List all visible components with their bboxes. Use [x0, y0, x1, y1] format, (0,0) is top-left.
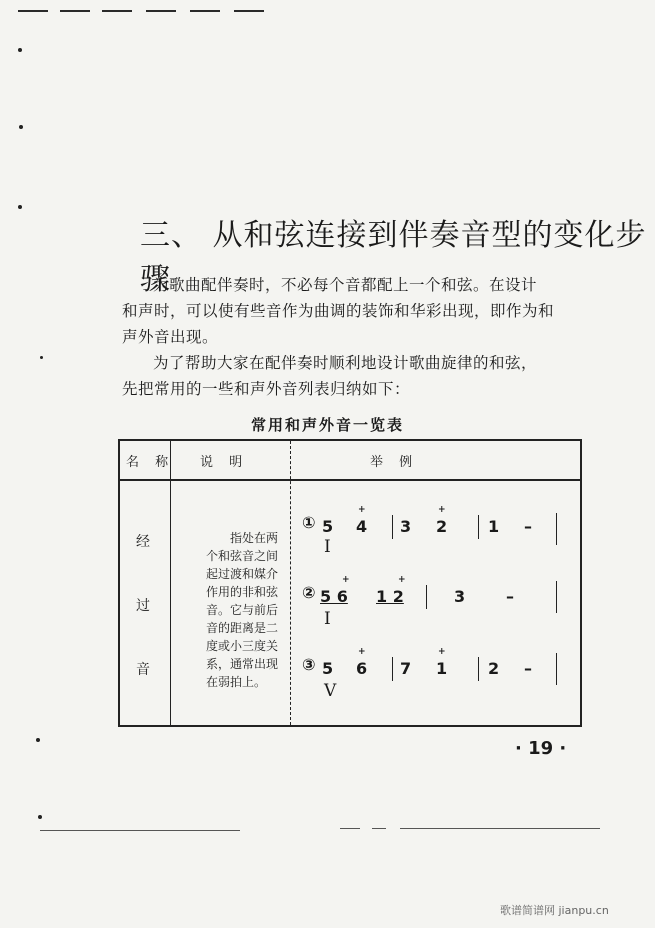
- table-caption: 常用和声外音一览表: [250, 416, 404, 434]
- bottom-rule: [372, 828, 386, 829]
- note: 2: [488, 659, 500, 678]
- name-char: 音: [136, 662, 150, 678]
- top-rule: [102, 10, 132, 12]
- chord-symbol: I: [324, 537, 331, 557]
- note: 4: [356, 517, 368, 536]
- binding-dot: [18, 48, 22, 52]
- paragraph-line: 声外音出现。: [122, 328, 219, 346]
- paragraph-line: 和声时，可以使有些音作为曲调的装饰和华彩出现，即作为和: [122, 302, 555, 320]
- barline: [556, 513, 557, 545]
- column-divider: [170, 441, 171, 725]
- nonchord-tone-table: [118, 439, 582, 727]
- header-example: 举 例: [370, 455, 419, 470]
- note: 1 2: [376, 587, 404, 606]
- example-label: ①: [302, 513, 316, 532]
- binding-dot: [18, 205, 22, 209]
- paragraph-line: 先把常用的一些和声外音列表归纳如下：: [122, 380, 411, 398]
- table-header-row: [120, 441, 580, 481]
- note: 5: [322, 517, 334, 536]
- bottom-rule: [400, 828, 600, 829]
- note: 7: [400, 659, 412, 678]
- barline: [556, 581, 557, 613]
- description-text: 指处在两个和弦音之间起过渡和媒介作用的非和弦音。它与前后音的距离是二度或小三度关系，通常出现在弱拍上。: [206, 531, 279, 689]
- note: 5: [322, 659, 334, 678]
- note: 1: [488, 517, 500, 536]
- passing-mark: +: [398, 575, 406, 585]
- passing-mark: +: [438, 647, 446, 657]
- barline: [556, 653, 557, 685]
- name-char: 经: [136, 534, 150, 550]
- passing-mark: +: [438, 505, 446, 515]
- example-label: ②: [302, 583, 316, 602]
- note: –: [524, 659, 532, 678]
- passing-mark: +: [342, 575, 350, 585]
- example-label: ③: [302, 655, 316, 674]
- header-name: 名 称: [126, 455, 175, 470]
- binding-dot: [40, 356, 43, 359]
- top-rule: [18, 10, 48, 12]
- passing-mark: +: [358, 647, 366, 657]
- note: –: [506, 587, 514, 606]
- note: 3: [400, 517, 412, 536]
- note: 5 6: [320, 587, 348, 606]
- page-number: · 19 ·: [515, 738, 567, 759]
- watermark: 歌谱简谱网 jianpu.cn: [500, 904, 609, 917]
- bottom-rule: [340, 828, 360, 829]
- top-rule: [190, 10, 220, 12]
- note: –: [524, 517, 532, 536]
- binding-dot: [19, 125, 23, 129]
- barline: [392, 515, 393, 539]
- note: 3: [454, 587, 466, 606]
- binding-dot: [38, 815, 42, 819]
- paragraph-line: 为歌曲配伴奏时，不必每个音都配上一个和弦。在设计: [153, 276, 538, 294]
- note: 1: [436, 659, 448, 678]
- passing-mark: +: [358, 505, 366, 515]
- note: 6: [356, 659, 368, 678]
- barline: [392, 657, 393, 681]
- top-rule: [60, 10, 90, 12]
- note: 2: [436, 517, 448, 536]
- chord-symbol: I: [324, 609, 331, 629]
- column-divider: [290, 441, 291, 725]
- barline: [478, 657, 479, 681]
- name-char: 过: [136, 598, 150, 614]
- chord-symbol: V: [324, 681, 337, 701]
- barline: [478, 515, 479, 539]
- barline: [426, 585, 427, 609]
- paragraph-line: 为了帮助大家在配伴奏时顺利地设计歌曲旋律的和弦，: [153, 354, 538, 372]
- top-rule: [146, 10, 176, 12]
- section-heading: 三、 从和弦连接到伴奏音型的变化步骤: [140, 218, 647, 297]
- header-description: 说 明: [200, 455, 249, 470]
- top-rule: [234, 10, 264, 12]
- bottom-rule: [40, 830, 240, 831]
- binding-dot: [36, 738, 40, 742]
